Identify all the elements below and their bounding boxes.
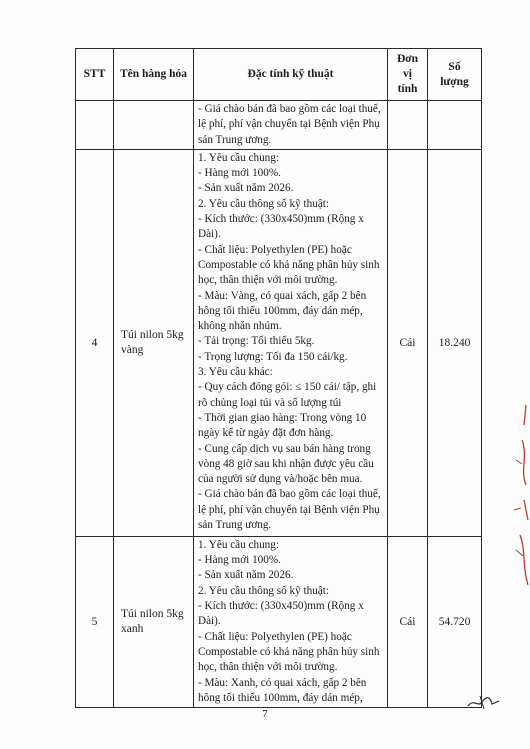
spec-line: hông tối thiểu 100mm, đáy dán mép, bbox=[198, 304, 363, 317]
goods-spec-table bbox=[75, 48, 482, 708]
spec-line: 1. Yêu cầu chung: bbox=[198, 538, 279, 551]
spec-line: - Màu: Vàng, có quai xách, gấp 2 bên bbox=[198, 289, 367, 302]
spec-line: không nhăn nhúm. bbox=[198, 320, 282, 333]
header-unit-line: tính bbox=[397, 83, 418, 95]
cell-unit bbox=[388, 101, 428, 150]
cell-item-name bbox=[114, 536, 194, 707]
item-name-line: Túi nilon 5kg bbox=[121, 608, 184, 621]
spec-line: 2. Yêu cầu thông số kỹ thuật: bbox=[198, 584, 330, 597]
spec-line: Dài). bbox=[198, 228, 221, 241]
table-header-row bbox=[76, 49, 482, 101]
spec-line: học, thân thiện với môi trường. bbox=[198, 661, 338, 674]
spec-line: Dài). bbox=[198, 615, 221, 628]
spec-line: ngày kể từ ngày đặt đơn hàng. bbox=[198, 427, 334, 440]
header-technical-spec: Đặc tính kỹ thuật bbox=[194, 49, 388, 101]
spec-line: vòng 48 giờ sau khi nhận được yêu cầu bbox=[198, 457, 374, 470]
header-stt: STT bbox=[76, 49, 114, 101]
cell-quantity: 54.720 bbox=[428, 536, 482, 707]
cell-qty bbox=[428, 101, 482, 150]
signature-mark bbox=[466, 692, 502, 712]
spec-line: 2. Yêu cầu thông số kỹ thuật: bbox=[198, 197, 330, 210]
red-stamp-edge bbox=[504, 400, 530, 600]
spec-line: - Hàng mới 100%. bbox=[198, 554, 281, 567]
cell-stt bbox=[76, 101, 114, 150]
table-row-continued bbox=[76, 101, 482, 150]
header-qty-line: lượng bbox=[440, 75, 469, 88]
table-row bbox=[76, 536, 482, 707]
header-unit-line: Đơn bbox=[396, 53, 419, 65]
spec-line: - Thời gian giao hàng: Trong vòng 10 bbox=[198, 411, 367, 424]
cell-item-name bbox=[114, 149, 194, 536]
spec-line: Compostable có khả năng phân hủy sinh bbox=[198, 645, 380, 658]
spec-line: sản Trung ương. bbox=[198, 133, 272, 146]
cell-spec bbox=[194, 101, 388, 150]
table-row bbox=[76, 149, 482, 536]
spec-line: - Giá chào bán đã bao gồm các loại thuế, bbox=[198, 103, 381, 115]
spec-line: sản Trung ương. bbox=[198, 519, 272, 532]
cell-quantity: 18.240 bbox=[428, 149, 482, 536]
spec-line: của người sử dụng và/hoặc bên mua. bbox=[198, 473, 363, 486]
spec-line: Compostable có khả năng phân hủy sinh bbox=[198, 258, 380, 271]
spec-line: - Sản xuất năm 2026. bbox=[198, 182, 294, 195]
header-unit-line: vị bbox=[403, 68, 412, 80]
spec-line: - Cung cấp dịch vụ sau bán hàng trong bbox=[198, 442, 371, 455]
header-quantity bbox=[428, 49, 482, 101]
spec-line: - Tải trọng: Tối thiểu 5kg. bbox=[198, 335, 315, 348]
item-name-line: xanh bbox=[121, 623, 144, 636]
cell-spec bbox=[194, 536, 388, 707]
spec-line: - Trọng lượng: Tối đa 150 cái/kg. bbox=[198, 350, 348, 363]
cell-stt: 4 bbox=[76, 149, 114, 536]
cell-unit: Cái bbox=[388, 149, 428, 536]
header-qty-line: Số bbox=[448, 60, 461, 73]
spec-line: học, thân thiện với môi trường. bbox=[198, 274, 338, 287]
spec-line: 1. Yêu cầu chung: bbox=[198, 151, 279, 164]
spec-line: - Màu: Xanh, có quai xách, gấp 2 bên bbox=[198, 676, 367, 689]
header-unit bbox=[388, 49, 428, 101]
cell-name bbox=[114, 101, 194, 150]
spec-line: hông tối thiểu 100mm, đáy dán mép, bbox=[198, 691, 363, 704]
item-name-line: vàng bbox=[121, 343, 144, 356]
spec-line: - Chất liệu: Polyethylen (PE) hoặc bbox=[198, 243, 352, 256]
spec-line: - Kích thước: (330x450)mm (Rộng x bbox=[198, 600, 364, 613]
spec-line: 3. Yêu cầu khác: bbox=[198, 366, 273, 379]
spec-line: rõ chủng loại túi và số lượng túi bbox=[198, 396, 342, 409]
spec-line: - Kích thước: (330x450)mm (Rộng x bbox=[198, 213, 364, 226]
spec-line: - Chất liệu: Polyethylen (PE) hoặc bbox=[198, 630, 352, 643]
spec-line: lệ phí, phí vận chuyển tại Bệnh viện Phụ bbox=[198, 503, 380, 516]
spec-line: - Sản xuất năm 2026. bbox=[198, 569, 294, 582]
cell-stt: 5 bbox=[76, 536, 114, 707]
spec-line: - Giá chào bán đã bao gồm các loại thuế, bbox=[198, 488, 381, 501]
header-item-name: Tên hàng hóa bbox=[114, 49, 194, 101]
item-name-line: Túi nilon 5kg bbox=[121, 328, 184, 341]
spec-line: lệ phí, phí vận chuyển tại Bệnh viện Phụ bbox=[198, 118, 380, 131]
cell-spec bbox=[194, 149, 388, 536]
spec-line: - Hàng mới 100%. bbox=[198, 167, 281, 180]
spec-line: - Quy cách đóng gói: ≤ 150 cái/ tập, ghi bbox=[198, 381, 377, 394]
page-number: 7 bbox=[262, 708, 268, 720]
cell-unit: Cái bbox=[388, 536, 428, 707]
